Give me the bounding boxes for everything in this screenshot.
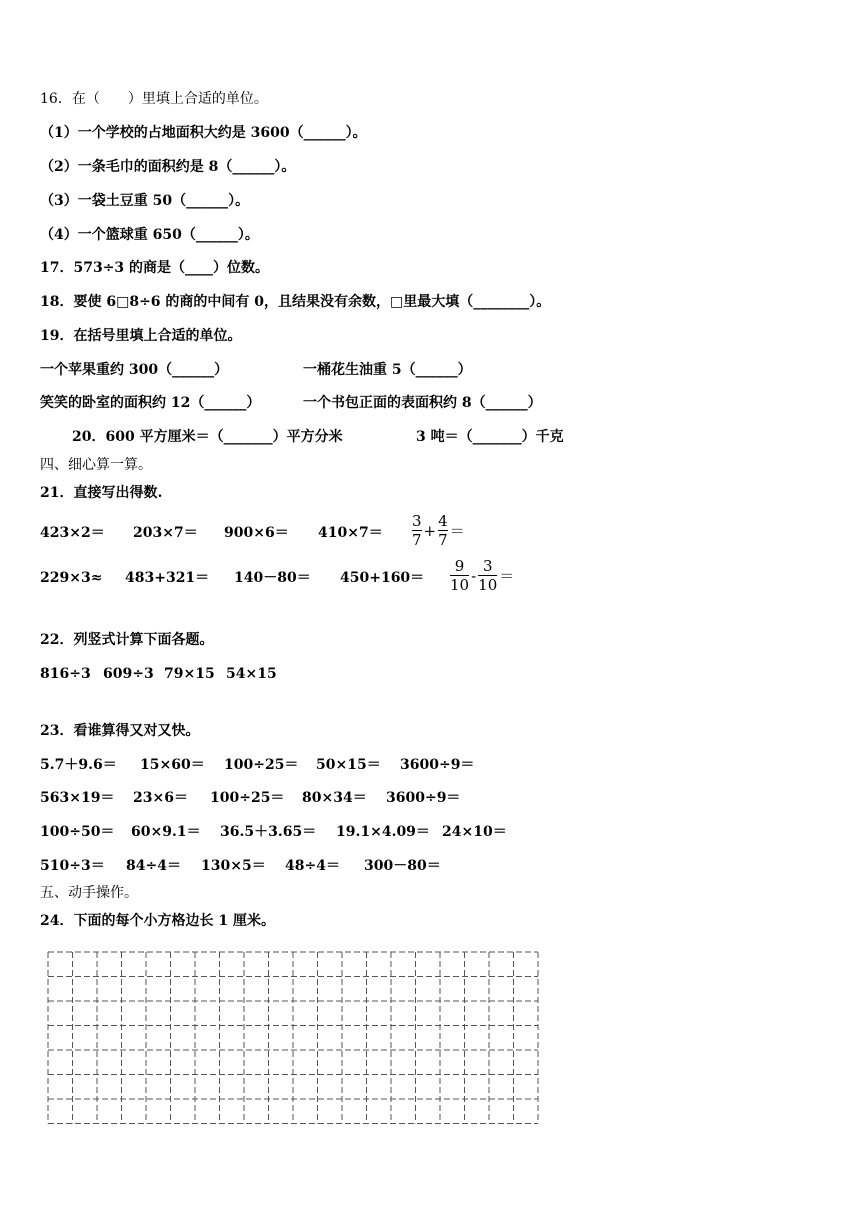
q21-r1-c3: 900×6＝ <box>224 525 289 541</box>
q22-item-2: 609÷3 <box>103 666 154 682</box>
q21-r2-c1: 229×3≈ <box>40 570 103 586</box>
q23-r1-c3: 100÷25＝ <box>224 757 299 773</box>
q23-r3-c3: 36.5＋3.65＝ <box>220 824 317 840</box>
q23-r3-c5: 24×10＝ <box>442 824 507 840</box>
q23-r4-c1: 510÷3＝ <box>40 858 105 874</box>
q23-r3-c4: 19.1×4.09＝ <box>336 824 430 840</box>
q18: 18．要使 6□8÷6 的商的中间有 0，且结果没有余数，□里最大填（________）。 <box>40 294 551 310</box>
section-4-heading: 四、细心算一算。 <box>40 457 152 473</box>
q19-right-2: 一个书包正面的表面积约 8（______） <box>303 395 542 411</box>
q23-r2-c1: 563×19＝ <box>40 790 115 806</box>
q23-r4-c5: 300－80＝ <box>364 858 441 874</box>
q23-r2-c3: 100÷25＝ <box>210 790 285 806</box>
q19-left-1: 一个苹果重约 300（______） <box>40 362 229 378</box>
q23-r4-c3: 130×5＝ <box>201 858 266 874</box>
q23-r4-c2: 84÷4＝ <box>126 858 181 874</box>
q20-right: 3 吨＝（_______）千克 <box>416 429 564 445</box>
q23-r1-c2: 15×60＝ <box>140 757 205 773</box>
q20-left: 20．600 平方厘米＝（_______）平方分米 <box>72 429 343 445</box>
q22-item-4: 54×15 <box>226 666 277 682</box>
q24-title: 24．下面的每个小方格边长 1 厘米。 <box>40 913 275 929</box>
q16-item-4: （4）一个篮球重 650（______）。 <box>40 227 259 243</box>
q16-item-3: （3）一袋土豆重 50（______）。 <box>40 193 250 209</box>
q21-r1-c1: 423×2＝ <box>40 525 105 541</box>
q21-r2-c4: 450+160＝ <box>340 570 425 586</box>
q23-r2-c5: 3600÷9＝ <box>386 790 461 806</box>
q21-title: 21．直接写出得数. <box>40 485 163 501</box>
q19-title: 19．在括号里填上合适的单位。 <box>40 328 242 344</box>
q23-r1-c5: 3600÷9＝ <box>400 757 475 773</box>
q23-title: 23．看谁算得又对又快。 <box>40 723 200 739</box>
q21-fraction-sum: 3 7 + 4 7 ＝ <box>412 512 465 549</box>
q21-r1-c4: 410×7＝ <box>318 525 383 541</box>
q16-title: 16．在（ ）里填上合适的单位。 <box>40 91 268 107</box>
q22-item-3: 79×15 <box>164 666 215 682</box>
q23-r4-c4: 48÷4＝ <box>285 858 340 874</box>
q23-r2-c2: 23×6＝ <box>133 790 188 806</box>
q16-item-2: （2）一条毛巾的面积约是 8（______）。 <box>40 159 296 175</box>
q19-right-1: 一桶花生油重 5（______） <box>303 362 472 378</box>
section-5-heading: 五、动手操作。 <box>40 885 138 901</box>
q21-r2-c3: 140－80＝ <box>234 570 311 586</box>
q19-left-2: 笑笑的卧室的面积约 12（______） <box>40 395 261 411</box>
q21-r1-c2: 203×7＝ <box>133 525 198 541</box>
q22-title: 22．列竖式计算下面各题。 <box>40 632 214 648</box>
square-grid <box>46 950 540 1128</box>
q21-r2-c2: 483+321＝ <box>125 570 210 586</box>
q17: 17．573÷3 的商是（____）位数。 <box>40 260 270 276</box>
q23-r1-c1: 5.7＋9.6＝ <box>40 757 117 773</box>
q23-r3-c1: 100÷50＝ <box>40 824 115 840</box>
q23-r3-c2: 60×9.1＝ <box>131 824 201 840</box>
q23-r1-c4: 50×15＝ <box>316 757 381 773</box>
q21-fraction-diff: 9 10 - 3 10 ＝ <box>450 557 515 594</box>
q22-item-1: 816÷3 <box>40 666 91 682</box>
q16-item-1: （1）一个学校的占地面积大约是 3600（______）。 <box>40 125 367 141</box>
q23-r2-c4: 80×34＝ <box>302 790 367 806</box>
